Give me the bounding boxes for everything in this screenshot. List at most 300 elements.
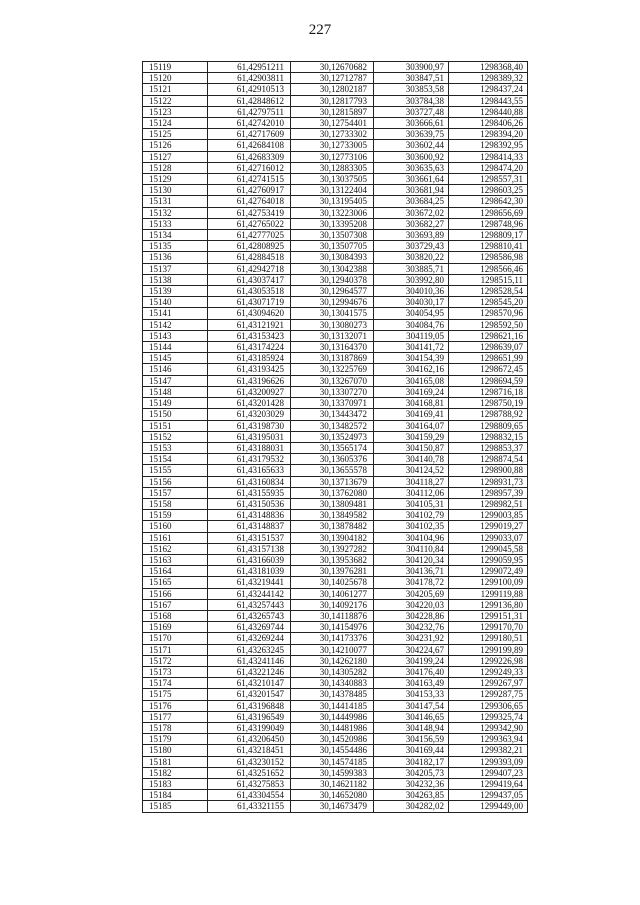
y-coordinate-cell: 1299072,49	[449, 566, 528, 577]
table-row	[143, 330, 528, 341]
longitude-cell: 30,14025678	[291, 577, 374, 588]
longitude-cell: 30,14340883	[291, 678, 374, 689]
y-coordinate-cell: 1298716,18	[449, 386, 528, 397]
y-coordinate-cell: 1298809,17	[449, 230, 528, 241]
y-coordinate-cell: 1299342,90	[449, 722, 528, 733]
y-coordinate-cell: 1298394,20	[449, 129, 528, 140]
point-number-cell: 15135	[143, 241, 208, 252]
longitude-cell: 30,12670682	[291, 62, 374, 73]
latitude-cell: 61,42684108	[208, 140, 291, 151]
point-number-cell: 15143	[143, 330, 208, 341]
y-coordinate-cell: 1298639,07	[449, 342, 528, 353]
point-number-cell: 15122	[143, 95, 208, 106]
table-row	[143, 342, 528, 353]
table-row	[143, 230, 528, 241]
point-number-cell: 15141	[143, 308, 208, 319]
longitude-cell: 30,13655578	[291, 465, 374, 476]
point-number-cell: 15148	[143, 386, 208, 397]
latitude-cell: 61,43199049	[208, 722, 291, 733]
table-row	[143, 644, 528, 655]
latitude-cell: 61,43166039	[208, 554, 291, 565]
point-number-cell: 15183	[143, 779, 208, 790]
latitude-cell: 61,43304554	[208, 790, 291, 801]
y-coordinate-cell: 1298656,69	[449, 207, 528, 218]
table-row	[143, 666, 528, 677]
y-coordinate-cell: 1298788,92	[449, 409, 528, 420]
longitude-cell: 30,14092176	[291, 599, 374, 610]
point-number-cell: 15142	[143, 319, 208, 330]
table-row	[143, 274, 528, 285]
latitude-cell: 61,42742010	[208, 118, 291, 129]
point-number-cell: 15174	[143, 678, 208, 689]
longitude-cell: 30,13507308	[291, 230, 374, 241]
x-coordinate-cell: 304176,40	[374, 666, 449, 677]
y-coordinate-cell: 1299382,21	[449, 745, 528, 756]
longitude-cell: 30,12815897	[291, 106, 374, 117]
y-coordinate-cell: 1298853,37	[449, 442, 528, 453]
y-coordinate-cell: 1298621,16	[449, 330, 528, 341]
table-row	[143, 532, 528, 543]
point-number-cell: 15182	[143, 767, 208, 778]
table-row	[143, 118, 528, 129]
longitude-cell: 30,12733302	[291, 129, 374, 140]
y-coordinate-cell: 1299419,64	[449, 779, 528, 790]
table-row	[143, 633, 528, 644]
table-row	[143, 599, 528, 610]
latitude-cell: 61,43037417	[208, 274, 291, 285]
point-number-cell: 15161	[143, 532, 208, 543]
y-coordinate-cell: 1298557,31	[449, 174, 528, 185]
table-row	[143, 129, 528, 140]
longitude-cell: 30,14621182	[291, 779, 374, 790]
table-row	[143, 678, 528, 689]
y-coordinate-cell: 1299306,65	[449, 700, 528, 711]
point-number-cell: 15178	[143, 722, 208, 733]
x-coordinate-cell: 304169,44	[374, 745, 449, 756]
latitude-cell: 61,42760917	[208, 185, 291, 196]
longitude-cell: 30,14305282	[291, 666, 374, 677]
latitude-cell: 61,42765022	[208, 218, 291, 229]
y-coordinate-cell: 1299363,94	[449, 734, 528, 745]
table-row	[143, 588, 528, 599]
y-coordinate-cell: 1299119,88	[449, 588, 528, 599]
point-number-cell: 15139	[143, 286, 208, 297]
longitude-cell: 30,13395208	[291, 218, 374, 229]
longitude-cell: 30,13976281	[291, 566, 374, 577]
table-row	[143, 196, 528, 207]
point-number-cell: 15131	[143, 196, 208, 207]
x-coordinate-cell: 304102,79	[374, 510, 449, 521]
point-number-cell: 15127	[143, 151, 208, 162]
x-coordinate-cell: 303729,43	[374, 241, 449, 252]
x-coordinate-cell: 303600,92	[374, 151, 449, 162]
x-coordinate-cell: 304105,31	[374, 498, 449, 509]
longitude-cell: 30,13042388	[291, 263, 374, 274]
x-coordinate-cell: 304030,17	[374, 297, 449, 308]
x-coordinate-cell: 304148,94	[374, 722, 449, 733]
point-number-cell: 15169	[143, 622, 208, 633]
latitude-cell: 61,43321155	[208, 801, 291, 812]
x-coordinate-cell: 304159,29	[374, 431, 449, 442]
x-coordinate-cell: 303672,02	[374, 207, 449, 218]
longitude-cell: 30,14449986	[291, 711, 374, 722]
longitude-cell: 30,12883305	[291, 162, 374, 173]
longitude-cell: 30,13605376	[291, 454, 374, 465]
latitude-cell: 61,43196626	[208, 375, 291, 386]
longitude-cell: 30,13482572	[291, 420, 374, 431]
table-row	[143, 498, 528, 509]
point-number-cell: 15172	[143, 655, 208, 666]
latitude-cell: 61,43257443	[208, 599, 291, 610]
latitude-cell: 61,43269244	[208, 633, 291, 644]
point-number-cell: 15136	[143, 252, 208, 263]
table-row	[143, 465, 528, 476]
y-coordinate-cell: 1298651,99	[449, 353, 528, 364]
table-row	[143, 543, 528, 554]
point-number-cell: 15173	[143, 666, 208, 677]
latitude-cell: 61,43203029	[208, 409, 291, 420]
longitude-cell: 30,14118876	[291, 610, 374, 621]
longitude-cell: 30,13223006	[291, 207, 374, 218]
x-coordinate-cell: 303900,97	[374, 62, 449, 73]
latitude-cell: 61,43148836	[208, 510, 291, 521]
x-coordinate-cell: 304178,72	[374, 577, 449, 588]
x-coordinate-cell: 304136,71	[374, 566, 449, 577]
table-row	[143, 566, 528, 577]
latitude-cell: 61,43071719	[208, 297, 291, 308]
table-row	[143, 420, 528, 431]
y-coordinate-cell: 1298982,51	[449, 498, 528, 509]
latitude-cell: 61,43157138	[208, 543, 291, 554]
latitude-cell: 61,43094620	[208, 308, 291, 319]
x-coordinate-cell: 304231,92	[374, 633, 449, 644]
y-coordinate-cell: 1299437,05	[449, 790, 528, 801]
point-number-cell: 15126	[143, 140, 208, 151]
x-coordinate-cell: 304118,27	[374, 476, 449, 487]
longitude-cell: 30,13370971	[291, 398, 374, 409]
x-coordinate-cell: 303682,27	[374, 218, 449, 229]
latitude-cell: 61,43218451	[208, 745, 291, 756]
y-coordinate-cell: 1298592,50	[449, 319, 528, 330]
table-row	[143, 84, 528, 95]
x-coordinate-cell: 304263,85	[374, 790, 449, 801]
table-row	[143, 375, 528, 386]
y-coordinate-cell: 1299226,98	[449, 655, 528, 666]
x-coordinate-cell: 304141,72	[374, 342, 449, 353]
y-coordinate-cell: 1298392,95	[449, 140, 528, 151]
y-coordinate-cell: 1298642,30	[449, 196, 528, 207]
point-number-cell: 15144	[143, 342, 208, 353]
latitude-cell: 61,42951211	[208, 62, 291, 73]
table-row	[143, 95, 528, 106]
latitude-cell: 61,43200927	[208, 386, 291, 397]
table-row	[143, 689, 528, 700]
table-row	[143, 308, 528, 319]
longitude-cell: 30,13565174	[291, 442, 374, 453]
point-number-cell: 15124	[143, 118, 208, 129]
table-row	[143, 241, 528, 252]
longitude-cell: 30,13132071	[291, 330, 374, 341]
longitude-cell: 30,12802187	[291, 84, 374, 95]
point-number-cell: 15146	[143, 364, 208, 375]
table-row	[143, 218, 528, 229]
latitude-cell: 61,43174224	[208, 342, 291, 353]
longitude-cell: 30,13195405	[291, 196, 374, 207]
y-coordinate-cell: 1298832,15	[449, 431, 528, 442]
latitude-cell: 61,43148837	[208, 521, 291, 532]
latitude-cell: 61,43195031	[208, 431, 291, 442]
y-coordinate-cell: 1299325,74	[449, 711, 528, 722]
y-coordinate-cell: 1299249,33	[449, 666, 528, 677]
table-row	[143, 700, 528, 711]
x-coordinate-cell: 303602,44	[374, 140, 449, 151]
y-coordinate-cell: 1298586,98	[449, 252, 528, 263]
point-number-cell: 15145	[143, 353, 208, 364]
y-coordinate-cell: 1298957,39	[449, 487, 528, 498]
point-number-cell: 15121	[143, 84, 208, 95]
x-coordinate-cell: 304150,87	[374, 442, 449, 453]
latitude-cell: 61,43230152	[208, 756, 291, 767]
point-number-cell: 15128	[143, 162, 208, 173]
table-row	[143, 801, 528, 812]
y-coordinate-cell: 1299151,31	[449, 610, 528, 621]
longitude-cell: 30,13713679	[291, 476, 374, 487]
longitude-cell: 30,13762080	[291, 487, 374, 498]
y-coordinate-cell: 1298545,20	[449, 297, 528, 308]
table-row	[143, 779, 528, 790]
point-number-cell: 15125	[143, 129, 208, 140]
table-row	[143, 364, 528, 375]
longitude-cell: 30,13307270	[291, 386, 374, 397]
table-row	[143, 62, 528, 73]
x-coordinate-cell: 304084,76	[374, 319, 449, 330]
point-number-cell: 15181	[143, 756, 208, 767]
x-coordinate-cell: 303784,38	[374, 95, 449, 106]
longitude-cell: 30,14173376	[291, 633, 374, 644]
x-coordinate-cell: 303885,71	[374, 263, 449, 274]
latitude-cell: 61,43201428	[208, 398, 291, 409]
table-row	[143, 622, 528, 633]
point-number-cell: 15177	[143, 711, 208, 722]
x-coordinate-cell: 304228,86	[374, 610, 449, 621]
point-number-cell: 15132	[143, 207, 208, 218]
y-coordinate-cell: 1298874,54	[449, 454, 528, 465]
table-row	[143, 353, 528, 364]
x-coordinate-cell: 303681,94	[374, 185, 449, 196]
table-row	[143, 263, 528, 274]
longitude-cell: 30,13080273	[291, 319, 374, 330]
longitude-cell: 30,14378485	[291, 689, 374, 700]
point-number-cell: 15134	[143, 230, 208, 241]
x-coordinate-cell: 304282,02	[374, 801, 449, 812]
table-row	[143, 297, 528, 308]
point-number-cell: 15119	[143, 62, 208, 73]
y-coordinate-cell: 1298368,40	[449, 62, 528, 73]
longitude-cell: 30,12964577	[291, 286, 374, 297]
x-coordinate-cell: 304164,07	[374, 420, 449, 431]
table-row	[143, 319, 528, 330]
point-number-cell: 15138	[143, 274, 208, 285]
longitude-cell: 30,13953682	[291, 554, 374, 565]
coordinate-table	[142, 61, 528, 813]
longitude-cell: 30,12754401	[291, 118, 374, 129]
latitude-cell: 61,42797511	[208, 106, 291, 117]
latitude-cell: 61,43185924	[208, 353, 291, 364]
latitude-cell: 61,42910513	[208, 84, 291, 95]
table-row	[143, 510, 528, 521]
longitude-cell: 30,12994676	[291, 297, 374, 308]
point-number-cell: 15140	[143, 297, 208, 308]
longitude-cell: 30,13225769	[291, 364, 374, 375]
table-row	[143, 521, 528, 532]
x-coordinate-cell: 303635,63	[374, 162, 449, 173]
longitude-cell: 30,13122404	[291, 185, 374, 196]
longitude-cell: 30,12817793	[291, 95, 374, 106]
longitude-cell: 30,13037505	[291, 174, 374, 185]
table-row	[143, 409, 528, 420]
latitude-cell: 61,43221246	[208, 666, 291, 677]
y-coordinate-cell: 1299407,23	[449, 767, 528, 778]
latitude-cell: 61,43181039	[208, 566, 291, 577]
table-row	[143, 151, 528, 162]
table-row	[143, 386, 528, 397]
x-coordinate-cell: 303847,51	[374, 73, 449, 84]
latitude-cell: 61,43219441	[208, 577, 291, 588]
y-coordinate-cell: 1298672,45	[449, 364, 528, 375]
point-number-cell: 15156	[143, 476, 208, 487]
x-coordinate-cell: 304120,34	[374, 554, 449, 565]
latitude-cell: 61,43053518	[208, 286, 291, 297]
latitude-cell: 61,43263245	[208, 644, 291, 655]
latitude-cell: 61,43265743	[208, 610, 291, 621]
table-row	[143, 398, 528, 409]
point-number-cell: 15166	[143, 588, 208, 599]
table-row	[143, 207, 528, 218]
latitude-cell: 61,43179532	[208, 454, 291, 465]
table-row	[143, 185, 528, 196]
x-coordinate-cell: 304140,78	[374, 454, 449, 465]
table-row	[143, 442, 528, 453]
table-row	[143, 655, 528, 666]
longitude-cell: 30,14481986	[291, 722, 374, 733]
point-number-cell: 15175	[143, 689, 208, 700]
y-coordinate-cell: 1298931,73	[449, 476, 528, 487]
y-coordinate-cell: 1298810,41	[449, 241, 528, 252]
point-number-cell: 15133	[143, 218, 208, 229]
point-number-cell: 15157	[143, 487, 208, 498]
point-number-cell: 15137	[143, 263, 208, 274]
table-row	[143, 790, 528, 801]
point-number-cell: 15150	[143, 409, 208, 420]
x-coordinate-cell: 304110,84	[374, 543, 449, 554]
x-coordinate-cell: 304168,81	[374, 398, 449, 409]
table-row	[143, 252, 528, 263]
x-coordinate-cell: 304224,67	[374, 644, 449, 655]
latitude-cell: 61,42848612	[208, 95, 291, 106]
x-coordinate-cell: 304205,69	[374, 588, 449, 599]
x-coordinate-cell: 304119,05	[374, 330, 449, 341]
point-number-cell: 15176	[143, 700, 208, 711]
point-number-cell: 15123	[143, 106, 208, 117]
y-coordinate-cell: 1299199,89	[449, 644, 528, 655]
latitude-cell: 61,43151537	[208, 532, 291, 543]
longitude-cell: 30,14414185	[291, 700, 374, 711]
point-number-cell: 15185	[143, 801, 208, 812]
point-number-cell: 15180	[143, 745, 208, 756]
x-coordinate-cell: 304146,65	[374, 711, 449, 722]
y-coordinate-cell: 1299449,00	[449, 801, 528, 812]
y-coordinate-cell: 1298414,33	[449, 151, 528, 162]
latitude-cell: 61,43275853	[208, 779, 291, 790]
y-coordinate-cell: 1298570,96	[449, 308, 528, 319]
latitude-cell: 61,43188031	[208, 442, 291, 453]
x-coordinate-cell: 304169,41	[374, 409, 449, 420]
x-coordinate-cell: 304163,49	[374, 678, 449, 689]
x-coordinate-cell: 304156,59	[374, 734, 449, 745]
x-coordinate-cell: 303693,89	[374, 230, 449, 241]
latitude-cell: 61,43251652	[208, 767, 291, 778]
y-coordinate-cell: 1299287,75	[449, 689, 528, 700]
table-row	[143, 722, 528, 733]
x-coordinate-cell: 304104,96	[374, 532, 449, 543]
longitude-cell: 30,13164370	[291, 342, 374, 353]
table-row	[143, 610, 528, 621]
point-number-cell: 15160	[143, 521, 208, 532]
x-coordinate-cell: 304102,35	[374, 521, 449, 532]
longitude-cell: 30,13041575	[291, 308, 374, 319]
latitude-cell: 61,43155935	[208, 487, 291, 498]
latitude-cell: 61,43198730	[208, 420, 291, 431]
y-coordinate-cell: 1298750,19	[449, 398, 528, 409]
point-number-cell: 15151	[143, 420, 208, 431]
latitude-cell: 61,43193425	[208, 364, 291, 375]
longitude-cell: 30,13507705	[291, 241, 374, 252]
latitude-cell: 61,42716012	[208, 162, 291, 173]
latitude-cell: 61,42741515	[208, 174, 291, 185]
point-number-cell: 15147	[143, 375, 208, 386]
latitude-cell: 61,42903811	[208, 73, 291, 84]
table-row	[143, 140, 528, 151]
longitude-cell: 30,12940378	[291, 274, 374, 285]
latitude-cell: 61,42764018	[208, 196, 291, 207]
point-number-cell: 15162	[143, 543, 208, 554]
point-number-cell: 15149	[143, 398, 208, 409]
point-number-cell: 15155	[143, 465, 208, 476]
x-coordinate-cell: 304153,33	[374, 689, 449, 700]
table-row	[143, 174, 528, 185]
longitude-cell: 30,13878482	[291, 521, 374, 532]
latitude-cell: 61,42753419	[208, 207, 291, 218]
longitude-cell: 30,12733005	[291, 140, 374, 151]
x-coordinate-cell: 303727,48	[374, 106, 449, 117]
latitude-cell: 61,43150536	[208, 498, 291, 509]
latitude-cell: 61,43269744	[208, 622, 291, 633]
point-number-cell: 15167	[143, 599, 208, 610]
point-number-cell: 15164	[143, 566, 208, 577]
point-number-cell: 15158	[143, 498, 208, 509]
latitude-cell: 61,43121921	[208, 319, 291, 330]
y-coordinate-cell: 1299393,09	[449, 756, 528, 767]
x-coordinate-cell: 304232,36	[374, 779, 449, 790]
latitude-cell: 61,42683309	[208, 151, 291, 162]
latitude-cell: 61,43241146	[208, 655, 291, 666]
x-coordinate-cell: 303820,22	[374, 252, 449, 263]
x-coordinate-cell: 304220,03	[374, 599, 449, 610]
longitude-cell: 30,13809481	[291, 498, 374, 509]
longitude-cell: 30,13084393	[291, 252, 374, 263]
table-row	[143, 476, 528, 487]
x-coordinate-cell: 303639,75	[374, 129, 449, 140]
